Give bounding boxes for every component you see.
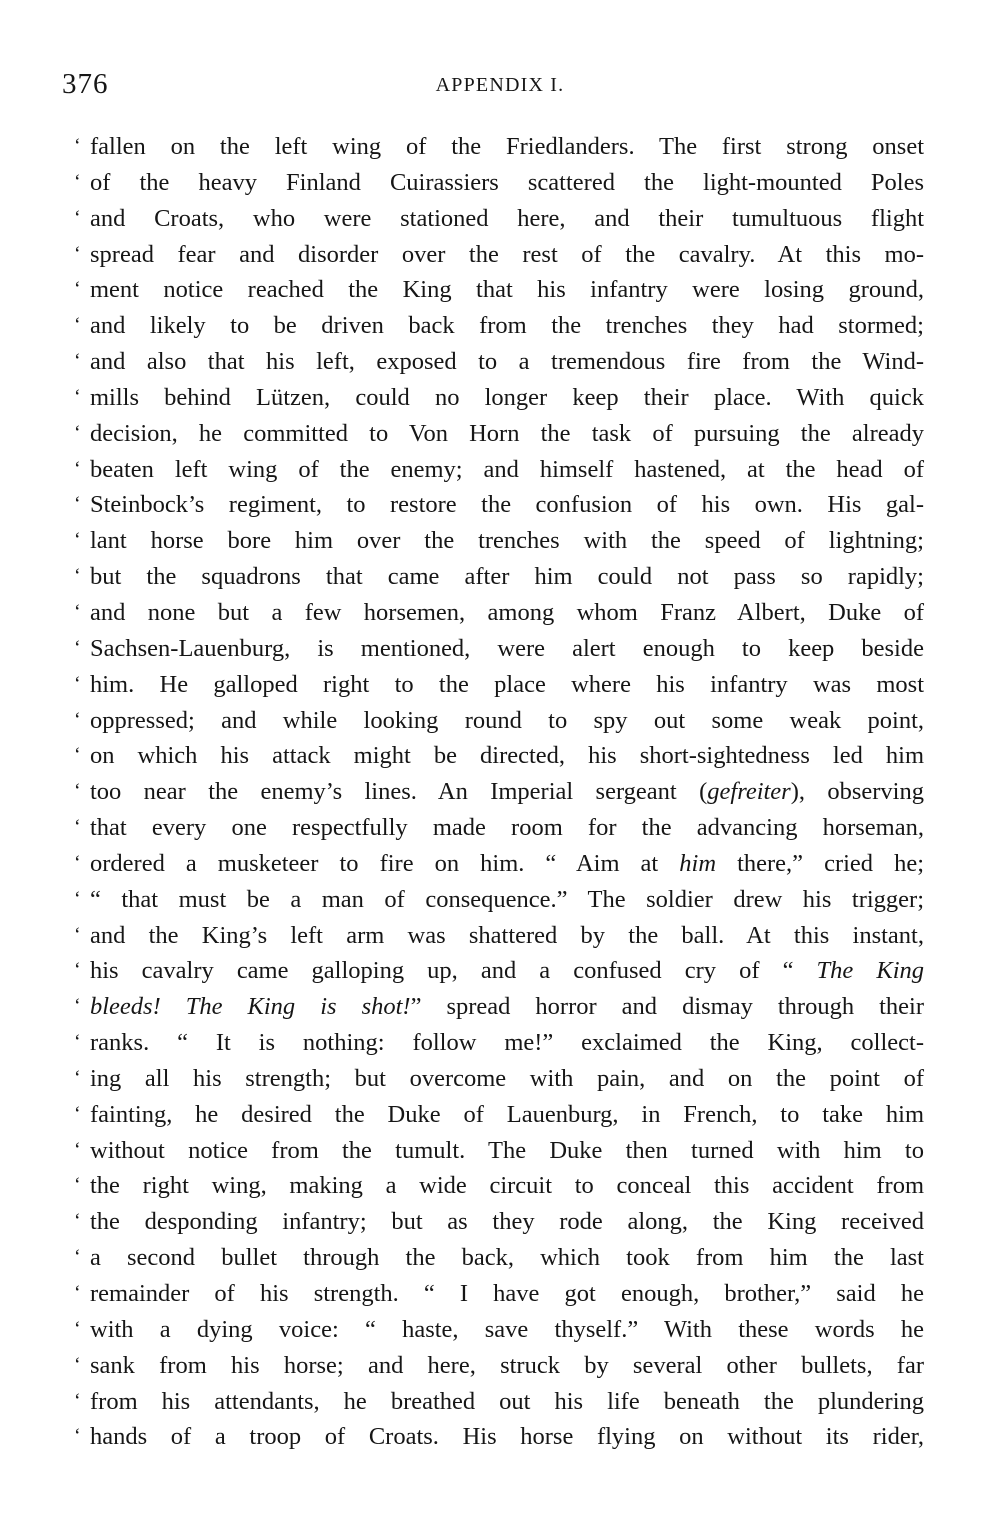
line-quote-mark: ‘ — [74, 887, 81, 910]
line-quote-mark: ‘ — [74, 1282, 81, 1304]
text-line — [74, 487, 924, 523]
line-text: the right wing, making a wide circuit to conceal this accident from — [90, 1172, 924, 1200]
line-quote-mark: ‘ — [74, 744, 81, 767]
line-quote-mark: ‘ — [74, 206, 81, 229]
line-text: oppressed; and while looking round to spy out some weak point, — [90, 706, 924, 734]
line-text: bleeds! The King is shot!” spread horror and dismay through their — [90, 993, 924, 1021]
line-quote-mark: ‘ — [74, 851, 81, 874]
text-line — [74, 1240, 924, 1276]
text-line — [74, 1061, 924, 1097]
line-quote-mark: ‘ — [74, 135, 81, 157]
text-line — [74, 846, 924, 882]
page-number: 376 — [62, 68, 109, 100]
line-text: ranks. “ It is nothing: follow me!” exclaimed the King, collect- — [90, 1029, 924, 1057]
line-quote-mark: ‘ — [74, 708, 81, 731]
line-quote-mark: ‘ — [74, 1174, 81, 1197]
line-quote-mark: ‘ — [74, 1246, 81, 1269]
line-quote-mark: ‘ — [74, 457, 81, 480]
line-quote-mark: ‘ — [74, 959, 81, 982]
line-text: without notice from the tumult. The Duke then turned with him to — [90, 1136, 924, 1164]
line-text: him. He galloped right to the place where his infantry was most — [90, 670, 924, 698]
text-line — [74, 989, 924, 1025]
line-text: decision, he committed to Von Horn the task of pursuing the already — [90, 419, 924, 447]
text-line — [74, 308, 924, 344]
line-text: hands of a troop of Croats. His horse flying on without its rider, — [90, 1423, 924, 1451]
line-text: and none but a few horsemen, among whom Franz Albert, Duke of — [90, 598, 924, 626]
line-text: and the King’s left arm was shattered by the ball. At this instant, — [90, 921, 924, 949]
line-quote-mark: ‘ — [74, 1353, 81, 1376]
line-quote-mark: ‘ — [74, 1210, 81, 1233]
text-line — [74, 1025, 924, 1061]
text-line — [74, 416, 924, 452]
line-text: the desponding infantry; but as they rode along, the King received — [90, 1208, 924, 1236]
line-text: sank from his horse; and here, struck by several other bullets, far — [90, 1351, 924, 1379]
line-quote-mark: ‘ — [74, 636, 81, 659]
line-text: beaten left wing of the enemy; and himself hastened, at the head of — [90, 455, 924, 483]
line-text: “ that must be a man of consequence.” The soldier drew his trigger; — [90, 885, 924, 913]
text-line — [74, 667, 924, 703]
line-quote-mark: ‘ — [74, 242, 81, 265]
text-line — [74, 201, 924, 237]
text-line — [74, 1419, 924, 1455]
line-quote-mark: ‘ — [74, 600, 81, 623]
italic-text: him — [679, 849, 717, 877]
line-quote-mark: ‘ — [74, 350, 81, 373]
line-quote-mark: ‘ — [74, 1425, 81, 1448]
text-line — [74, 631, 924, 667]
text-line — [74, 559, 924, 595]
line-quote-mark: ‘ — [74, 816, 81, 839]
line-quote-mark: ‘ — [74, 565, 81, 588]
text-line — [74, 1348, 924, 1384]
text-line — [74, 129, 924, 165]
text-line — [74, 1133, 924, 1169]
text-line — [74, 344, 924, 380]
line-text: ment notice reached the King that his infantry were losing ground, — [90, 276, 924, 304]
line-text: a second bullet through the back, which took from him the last — [90, 1244, 924, 1272]
line-text: remainder of his strength. “ I have got enough, brother,” said he — [90, 1280, 924, 1307]
line-text: ing all his strength; but overcome with pain, and on the point of — [90, 1064, 924, 1092]
line-text: on which his attack might be directed, his short-sightedness led him — [90, 742, 924, 770]
line-text: Steinbock’s regiment, to restore the confusion of his own. His gal- — [90, 491, 924, 519]
line-text: and likely to be driven back from the trenches they had stormed; — [90, 312, 924, 340]
line-text: but the squadrons that came after him could not pass so rapidly; — [90, 563, 924, 591]
line-text: and also that his left, exposed to a tremendous fire from the Wind- — [90, 348, 924, 376]
italic-text: gefreiter — [707, 778, 791, 806]
line-text: mills behind Lützen, could no longer keep their place. With quick — [90, 383, 924, 411]
text-line — [74, 774, 924, 810]
line-quote-mark: ‘ — [74, 421, 81, 444]
running-head: APPENDIX I. — [435, 74, 565, 96]
line-text: that every one respectfully made room for the advancing horseman, — [90, 814, 924, 842]
line-quote-mark: ‘ — [74, 493, 81, 516]
text-line — [74, 272, 924, 308]
text-line — [74, 918, 924, 954]
text-line — [74, 237, 924, 273]
line-text: spread fear and disorder over the rest of the cavalry. At this mo- — [90, 240, 924, 268]
line-quote-mark: ‘ — [74, 923, 81, 946]
line-text: ordered a musketeer to fire on him. “ Aim at him there,” cried he; — [90, 849, 924, 877]
line-text: and Croats, who were stationed here, and their tumultuous flight — [90, 204, 924, 232]
line-text: with a dying voice: “ haste, save thyself.” With these words he — [90, 1315, 924, 1343]
italic-text: The King — [816, 957, 924, 985]
text-line — [74, 1204, 924, 1240]
text-line — [74, 703, 924, 739]
line-text: his cavalry came galloping up, and a confused cry of “ The King — [90, 957, 924, 985]
text-line — [74, 595, 924, 631]
line-text: fainting, he desired the Duke of Lauenburg, in French, to take him — [90, 1100, 924, 1128]
text-line — [74, 810, 924, 846]
line-quote-mark: ‘ — [74, 995, 81, 1018]
line-text: lant horse bore him over the trenches with the speed of lightning; — [90, 527, 924, 555]
text-line — [74, 1097, 924, 1133]
text-line — [74, 380, 924, 416]
line-text: from his attendants, he breathed out his life beneath the plundering — [90, 1387, 924, 1415]
line-quote-mark: ‘ — [74, 1031, 81, 1054]
line-text: too near the enemy’s lines. An Imperial sergeant (gefreiter), observing — [90, 778, 924, 806]
text-line — [74, 1276, 924, 1312]
text-line — [74, 738, 924, 774]
text-line — [74, 1384, 924, 1420]
line-quote-mark: ‘ — [74, 780, 81, 803]
text-line — [74, 165, 924, 201]
line-quote-mark: ‘ — [74, 529, 81, 552]
text-line — [74, 1168, 924, 1204]
line-quote-mark: ‘ — [74, 1389, 81, 1412]
line-quote-mark: ‘ — [74, 170, 81, 193]
text-line — [74, 1312, 924, 1348]
text-line — [74, 882, 924, 918]
text-line — [74, 523, 924, 559]
line-quote-mark: ‘ — [74, 314, 81, 337]
line-quote-mark: ‘ — [74, 672, 81, 695]
line-quote-mark: ‘ — [74, 1138, 81, 1161]
line-text: of the heavy Finland Cuirassiers scattered the light-mounted Poles — [90, 168, 924, 196]
text-line — [74, 953, 924, 989]
italic-text: bleeds! The King is shot! — [90, 993, 411, 1021]
line-text: fallen on the left wing of the Friedlanders. The first strong onset — [90, 133, 924, 160]
text-line — [74, 452, 924, 488]
line-quote-mark: ‘ — [74, 385, 81, 408]
line-quote-mark: ‘ — [74, 1317, 81, 1340]
line-quote-mark: ‘ — [74, 1102, 81, 1125]
line-quote-mark: ‘ — [74, 278, 81, 301]
line-text: Sachsen-Lauenburg, is mentioned, were alert enough to keep beside — [90, 634, 924, 662]
body-text — [74, 129, 924, 1455]
line-quote-mark: ‘ — [74, 1066, 81, 1089]
